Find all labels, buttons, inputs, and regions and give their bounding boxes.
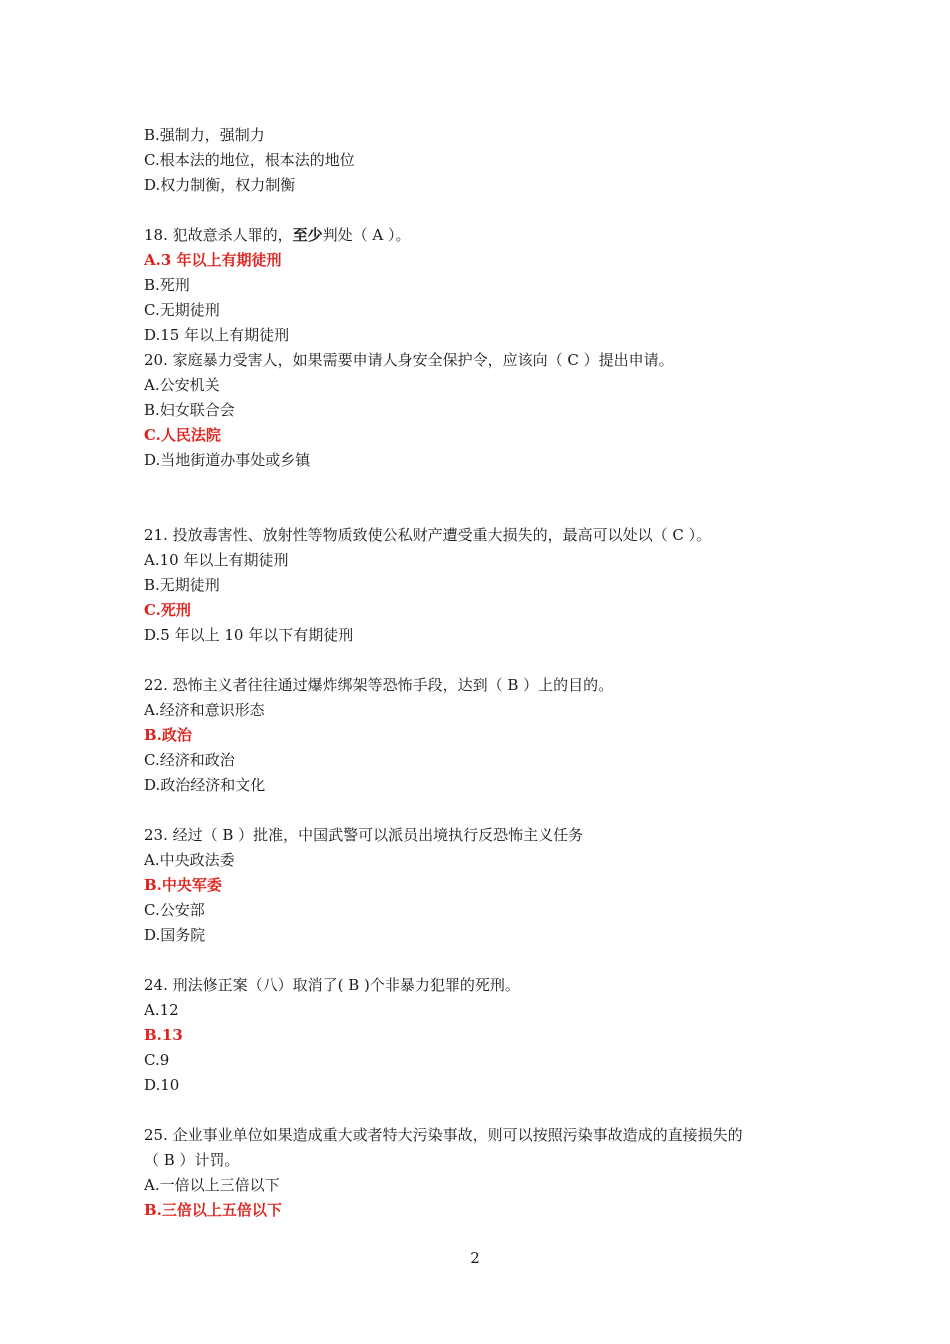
question-20-option-a: A.公安机关 xyxy=(144,376,220,394)
question-24-answer: B.13 xyxy=(144,1026,183,1044)
question-22-option-c: C.经济和政治 xyxy=(144,751,235,769)
question-23-answer: B.中央军委 xyxy=(144,876,222,894)
question-25-stem-line1: 25. 企业事业单位如果造成重大或者特大污染事故，则可以按照污染事故造成的直接损失的 xyxy=(144,1126,743,1144)
document-page xyxy=(144,123,824,1223)
question-22-answer: B.政治 xyxy=(144,726,192,744)
question-18-option-d: D.15 年以上有期徒刑 xyxy=(144,326,290,344)
page-number: 2 xyxy=(470,1249,480,1267)
question-18-stem xyxy=(144,223,824,248)
question-18-post: 判处（ A ）。 xyxy=(322,226,411,244)
option-d: D.权力制衡，权力制衡 xyxy=(144,176,296,194)
question-25-answer: B.三倍以上五倍以下 xyxy=(144,1201,282,1219)
option-c: C.根本法的地位，根本法的地位 xyxy=(144,151,355,169)
question-23-option-d: D.国务院 xyxy=(144,926,206,944)
spacer xyxy=(144,473,824,523)
question-20-option-d: D.当地街道办事处或乡镇 xyxy=(144,451,311,469)
question-20-stem: 20. 家庭暴力受害人，如果需要申请人身安全保护令，应该向（ C ）提出申请。 xyxy=(144,351,674,369)
question-24-option-c: C.9 xyxy=(144,1051,170,1069)
question-22-stem: 22. 恐怖主义者往往通过爆炸绑架等恐怖手段，达到（ B ）上的目的。 xyxy=(144,676,614,694)
question-20-answer: C.人民法院 xyxy=(144,426,221,444)
option-b: B.强制力，强制力 xyxy=(144,126,265,144)
question-18-answer: A.3 年以上有期徒刑 xyxy=(144,251,282,269)
question-21-stem: 21. 投放毒害性、放射性等物质致使公私财产遭受重大损失的，最高可以处以（ C ）。 xyxy=(144,526,712,544)
question-18-pre: 18. 犯故意杀人罪的， xyxy=(144,226,293,244)
question-21-option-a: A.10 年以上有期徒刑 xyxy=(144,551,289,569)
question-22-option-a: A.经济和意识形态 xyxy=(144,701,265,719)
question-21-option-d: D.5 年以上 10 年以下有期徒刑 xyxy=(144,626,354,644)
question-25-stem-line2: （ B ）计罚。 xyxy=(144,1151,240,1169)
question-22-option-d: D.政治经济和文化 xyxy=(144,776,266,794)
spacer xyxy=(144,1098,824,1123)
question-18-bold: 至少 xyxy=(292,226,323,244)
question-23-option-a: A.中央政法委 xyxy=(144,851,235,869)
question-24-option-d: D.10 xyxy=(144,1076,180,1094)
question-24-option-a: A.12 xyxy=(144,1001,179,1019)
spacer xyxy=(144,648,824,673)
question-25-option-a: A.一倍以上三倍以下 xyxy=(144,1176,280,1194)
question-18-option-c: C.无期徒刑 xyxy=(144,301,220,319)
question-24-stem: 24. 刑法修正案（八）取消了( B )个非暴力犯罪的死刑。 xyxy=(144,976,520,994)
question-21-answer: C.死刑 xyxy=(144,601,191,619)
question-20-option-b: B.妇女联合会 xyxy=(144,401,235,419)
question-18-option-b: B.死刑 xyxy=(144,276,190,294)
spacer xyxy=(144,198,824,223)
question-21-option-b: B.无期徒刑 xyxy=(144,576,220,594)
spacer xyxy=(144,798,824,823)
question-23-option-c: C.公安部 xyxy=(144,901,205,919)
spacer xyxy=(144,948,824,973)
question-23-stem: 23. 经过（ B ）批准，中国武警可以派员出境执行反恐怖主义任务 xyxy=(144,826,584,844)
